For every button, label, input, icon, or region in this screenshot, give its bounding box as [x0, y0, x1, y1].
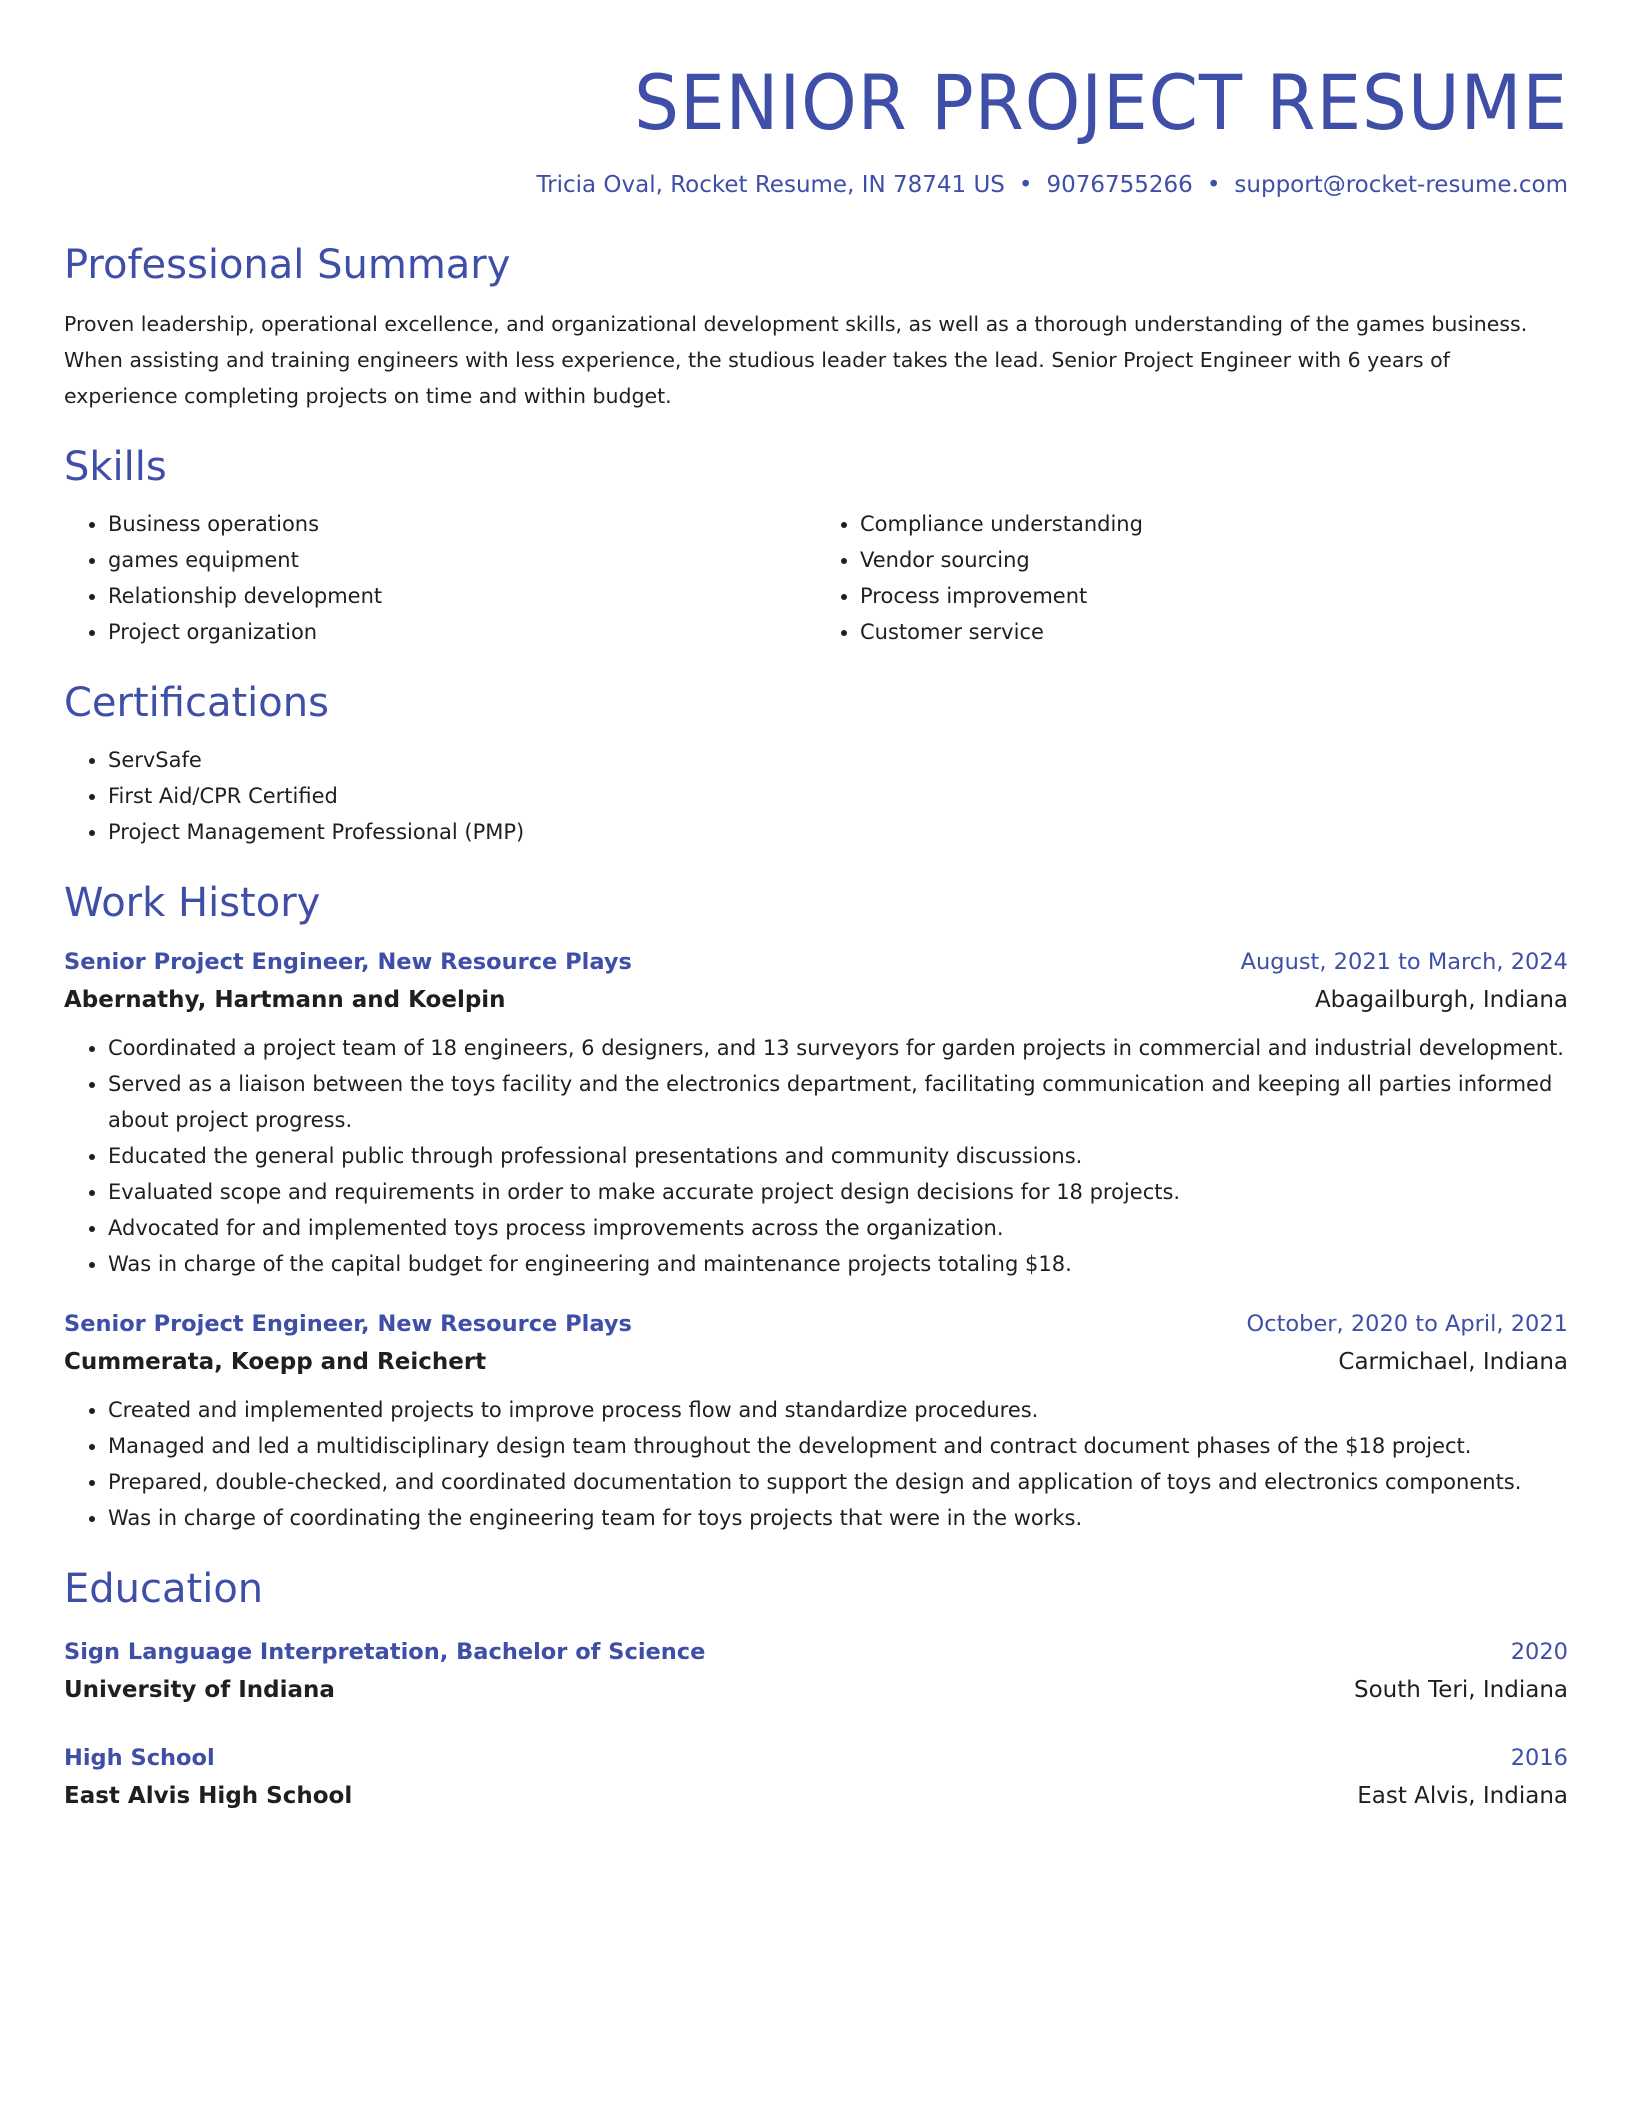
- job-bullets: [64, 1030, 1568, 1282]
- skills-heading: Skills: [64, 444, 167, 490]
- education-location: South Teri, Indiana: [1353, 1677, 1568, 1703]
- certifications-heading: Certifications: [64, 680, 329, 726]
- certifications-list: [64, 742, 1568, 850]
- work-history-heading: Work History: [64, 880, 321, 926]
- education-school-row: [64, 1774, 1568, 1814]
- job-entry: [64, 946, 1568, 1282]
- summary-text: Proven leadership, operational excellence, and organizational development skills, as well as a thorough understanding of the games business. When assisting and training engineers with less experience, the studious leader takes the lead. Senior Project Engineer with 6 years of experience completing projects on time and within budget.: [64, 312, 1528, 408]
- certifications-section: [64, 678, 1568, 850]
- education-school-row: [64, 1668, 1568, 1708]
- job-title: Senior Project Engineer, New Resource Plays: [64, 1311, 632, 1337]
- job-bullet: • Evaluated scope and requirements in order to make accurate project design decisions for 18 projects.: [108, 1174, 1568, 1210]
- job-bullet: • Was in charge of the capital budget for engineering and maintenance projects totaling $18.: [108, 1246, 1568, 1282]
- contact-separator: •: [1018, 172, 1033, 198]
- contact-separator: •: [1206, 172, 1221, 198]
- job-dates: August, 2021 to March, 2024: [1240, 949, 1568, 975]
- education-school: East Alvis High School: [64, 1783, 353, 1809]
- job-header-row: [64, 1308, 1568, 1340]
- skill-item: • Process improvement: [860, 578, 1568, 614]
- job-location: Carmichael, Indiana: [1338, 1349, 1568, 1375]
- skills-list-right: [816, 506, 1568, 650]
- skill-item: • Project organization: [108, 614, 816, 650]
- job-bullet: • Created and implemented projects to improve process flow and standardize procedures.: [108, 1392, 1568, 1428]
- certification-item: • ServSafe: [108, 742, 1568, 778]
- education-degree: Sign Language Interpretation, Bachelor of Science: [64, 1639, 706, 1665]
- certification-item: • Project Management Professional (PMP): [108, 814, 1568, 850]
- skill-item: • Compliance understanding: [860, 506, 1568, 542]
- job-header-row: [64, 946, 1568, 978]
- skill-item: • Relationship development: [108, 578, 816, 614]
- job-company-row: [64, 978, 1568, 1018]
- contact-email[interactable]: support@rocket-resume.com: [1234, 172, 1568, 198]
- education-entry: [64, 1636, 1568, 1708]
- skill-item: • Customer service: [860, 614, 1568, 650]
- skill-item: • Business operations: [108, 506, 816, 542]
- education-year: 2016: [1510, 1745, 1568, 1771]
- education-school: University of Indiana: [64, 1677, 335, 1703]
- resume-title: SENIOR PROJECT RESUME: [634, 58, 1568, 147]
- job-entry: [64, 1308, 1568, 1536]
- certification-item: • First Aid/CPR Certified: [108, 778, 1568, 814]
- job-bullet: • Advocated for and implemented toys process improvements across the organization.: [108, 1210, 1568, 1246]
- skill-item: • Vendor sourcing: [860, 542, 1568, 578]
- skills-grid: [64, 492, 1568, 650]
- job-dates: October, 2020 to April, 2021: [1246, 1311, 1568, 1337]
- job-bullet: • Was in charge of coordinating the engineering team for toys projects that were in the works.: [108, 1500, 1568, 1536]
- education-heading: Education: [64, 1566, 264, 1612]
- skills-list-left: [64, 506, 816, 650]
- job-company: Cummerata, Koepp and Reichert: [64, 1349, 487, 1375]
- contact-phone: 9076755266: [1046, 172, 1193, 198]
- education-degree: High School: [64, 1745, 215, 1771]
- skills-section: [64, 442, 1568, 650]
- summary-heading: Professional Summary: [64, 242, 511, 288]
- work-history-section: [64, 878, 1568, 1536]
- education-header-row: [64, 1742, 1568, 1774]
- job-bullet: • Served as a liaison between the toys facility and the electronics department, facilitating communication and keeping all parties informed about project progress.: [108, 1066, 1568, 1138]
- education-location: East Alvis, Indiana: [1357, 1783, 1568, 1809]
- job-title: Senior Project Engineer, New Resource Plays: [64, 949, 632, 975]
- job-location: Abagailburgh, Indiana: [1314, 987, 1568, 1013]
- contact-address: Tricia Oval, Rocket Resume, IN 78741 US: [536, 172, 1005, 198]
- contact-line: [64, 170, 1568, 200]
- job-bullets: [64, 1392, 1568, 1536]
- education-section: [64, 1564, 1568, 1814]
- skill-item: • games equipment: [108, 542, 816, 578]
- job-bullet: • Educated the general public through professional presentations and community discussions.: [108, 1138, 1568, 1174]
- education-header-row: [64, 1636, 1568, 1668]
- education-entry: [64, 1742, 1568, 1814]
- job-bullet: • Prepared, double-checked, and coordinated documentation to support the design and application of toys and electronics components.: [108, 1464, 1568, 1500]
- job-bullet: • Managed and led a multidisciplinary design team throughout the development and contract document phases of the $18 project.: [108, 1428, 1568, 1464]
- education-year: 2020: [1510, 1639, 1568, 1665]
- job-bullet: • Coordinated a project team of 18 engineers, 6 designers, and 13 surveyors for garden projects in commercial and industrial development.: [108, 1030, 1568, 1066]
- job-company: Abernathy, Hartmann and Koelpin: [64, 987, 506, 1013]
- job-company-row: [64, 1340, 1568, 1380]
